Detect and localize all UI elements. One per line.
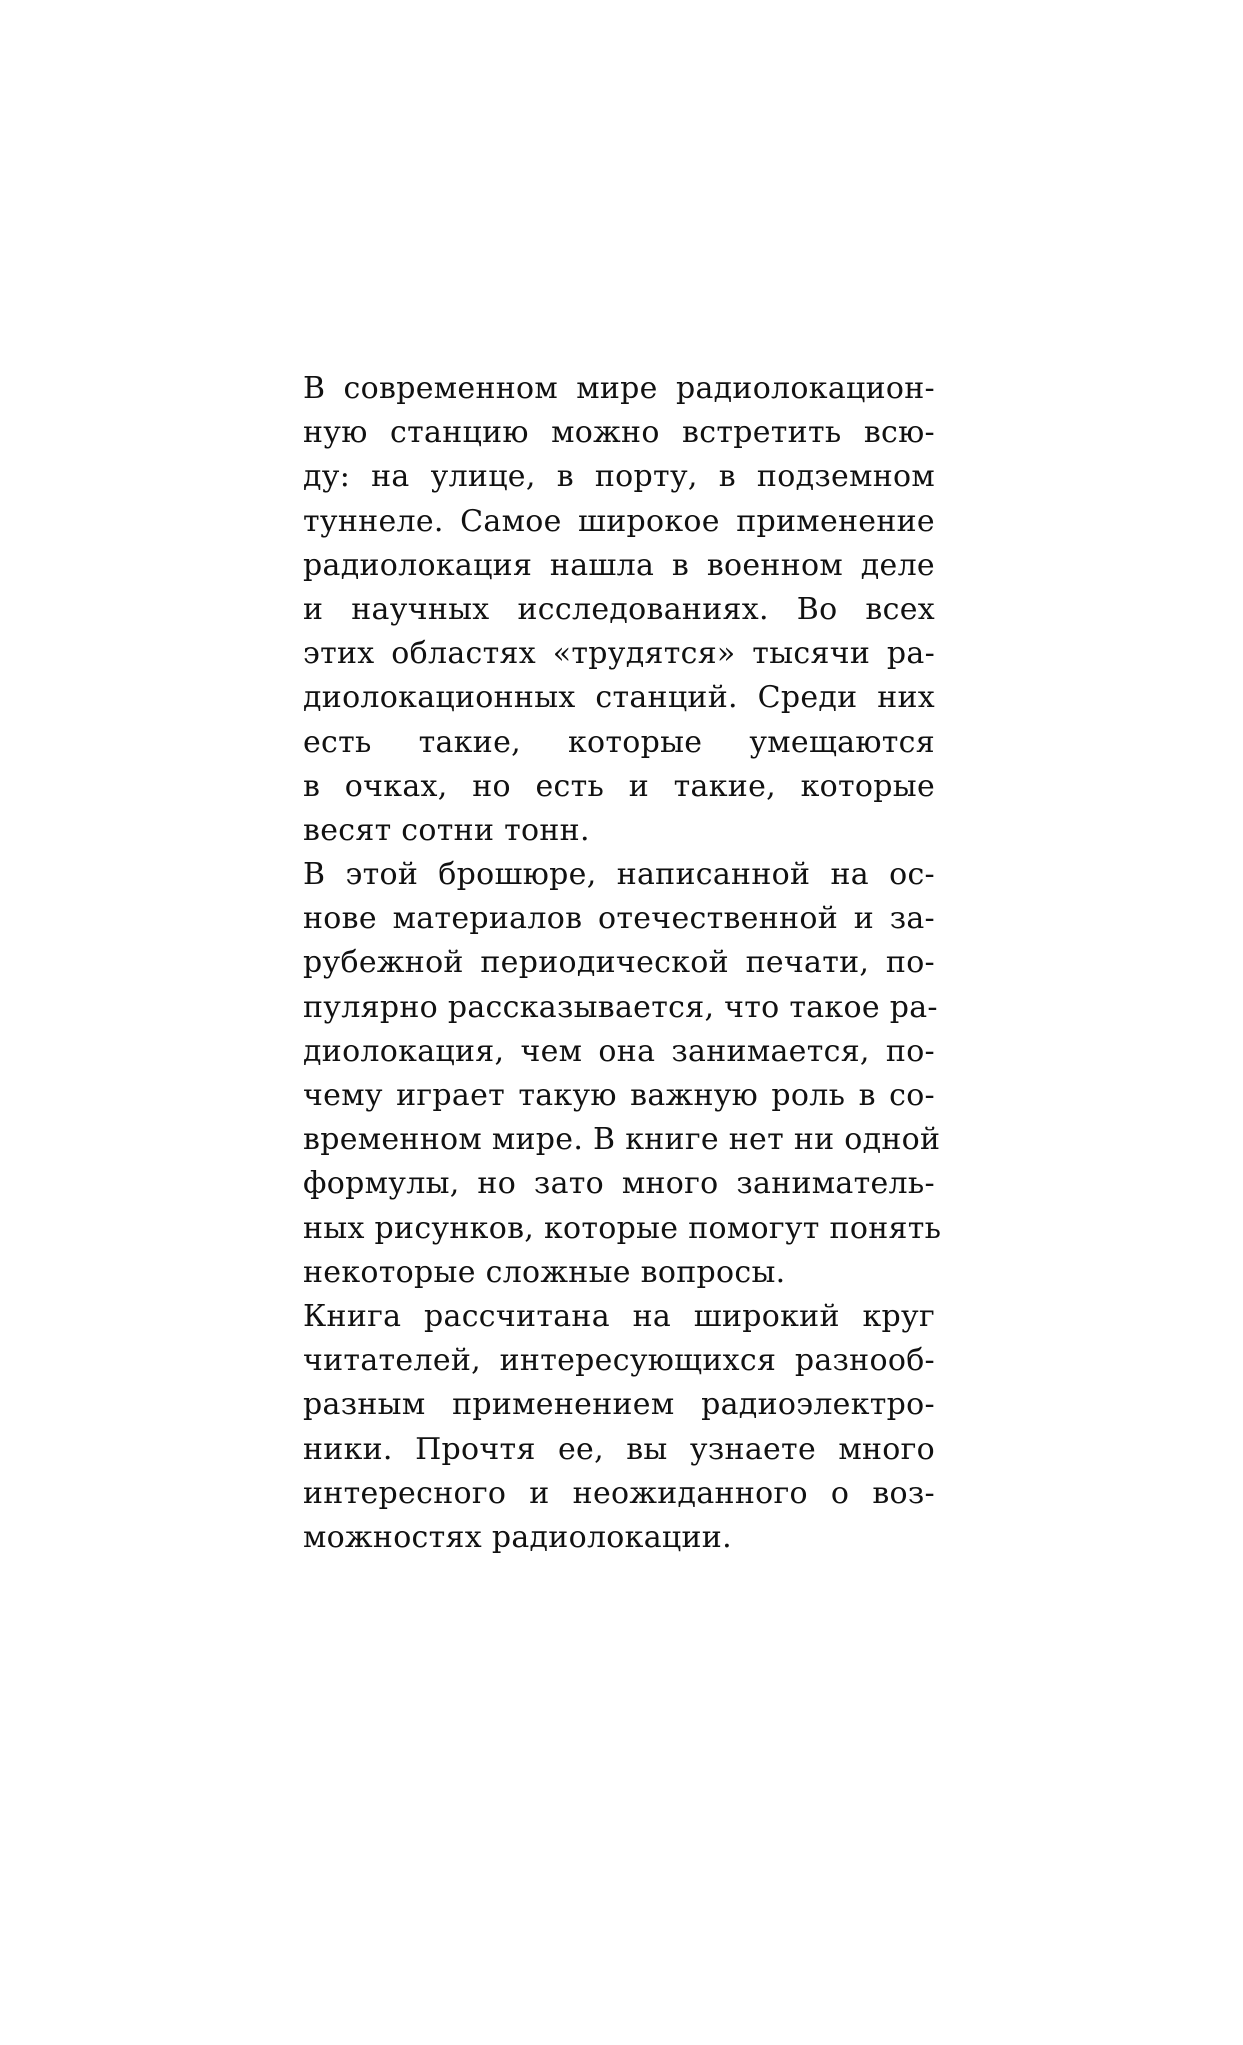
text-line: радиолокация нашла в военном деле [303,547,935,583]
text-line: можностях радиолокации. [303,1519,732,1555]
text-line: весят сотни тонн. [303,812,590,848]
text-line: ду: на улице, в порту, в подземном [303,459,935,495]
text-line: ных рисунков, которые помогут понять [303,1210,942,1246]
text-line: туннеле. Самое широкое применение [303,503,935,539]
paragraph-1 [303,367,935,853]
text-line: В этой брошюре, написанной на ос- [303,857,935,893]
text-line: читателей, интересующихся разнооб- [303,1343,935,1379]
text-line: Книга рассчитана на широкий круг [303,1298,935,1334]
text-line: интересного и неожиданного о воз- [303,1475,935,1511]
text-line: ную станцию можно встретить всю- [303,415,935,451]
text-line: пулярно рассказывается, что такое ра- [303,989,938,1025]
text-line: ники. Прочтя ее, вы узнаете много [303,1431,935,1467]
annotation-text [303,367,942,1560]
text-line: В современном мире радиолокацион- [303,371,935,406]
text-line: временном мире. В книге нет ни одной [303,1122,941,1158]
text-line: диолокационных станций. Среди них [303,680,935,716]
text-line: рубежной периодической печати, по- [303,945,935,981]
text-line: этих областях «трудятся» тысячи ра- [303,636,935,672]
paragraph-2 [303,853,942,1295]
text-line: диолокация, чем она занимается, по- [303,1033,935,1069]
text-line: в очках, но есть и такие, которые [303,768,935,804]
text-line: и научных исследованиях. Во всех [303,591,935,627]
paragraph-3 [303,1295,935,1560]
text-line: есть такие, которые умещаются [303,724,935,760]
text-line: некоторые сложные вопросы. [303,1254,786,1290]
text-line: нове материалов отечественной и за- [303,901,935,937]
text-line: разным применением радиоэлектро- [303,1387,935,1423]
text-line: формулы, но зато много заниматель- [303,1166,935,1202]
text-line: чему играет такую важную роль в со- [303,1078,935,1113]
